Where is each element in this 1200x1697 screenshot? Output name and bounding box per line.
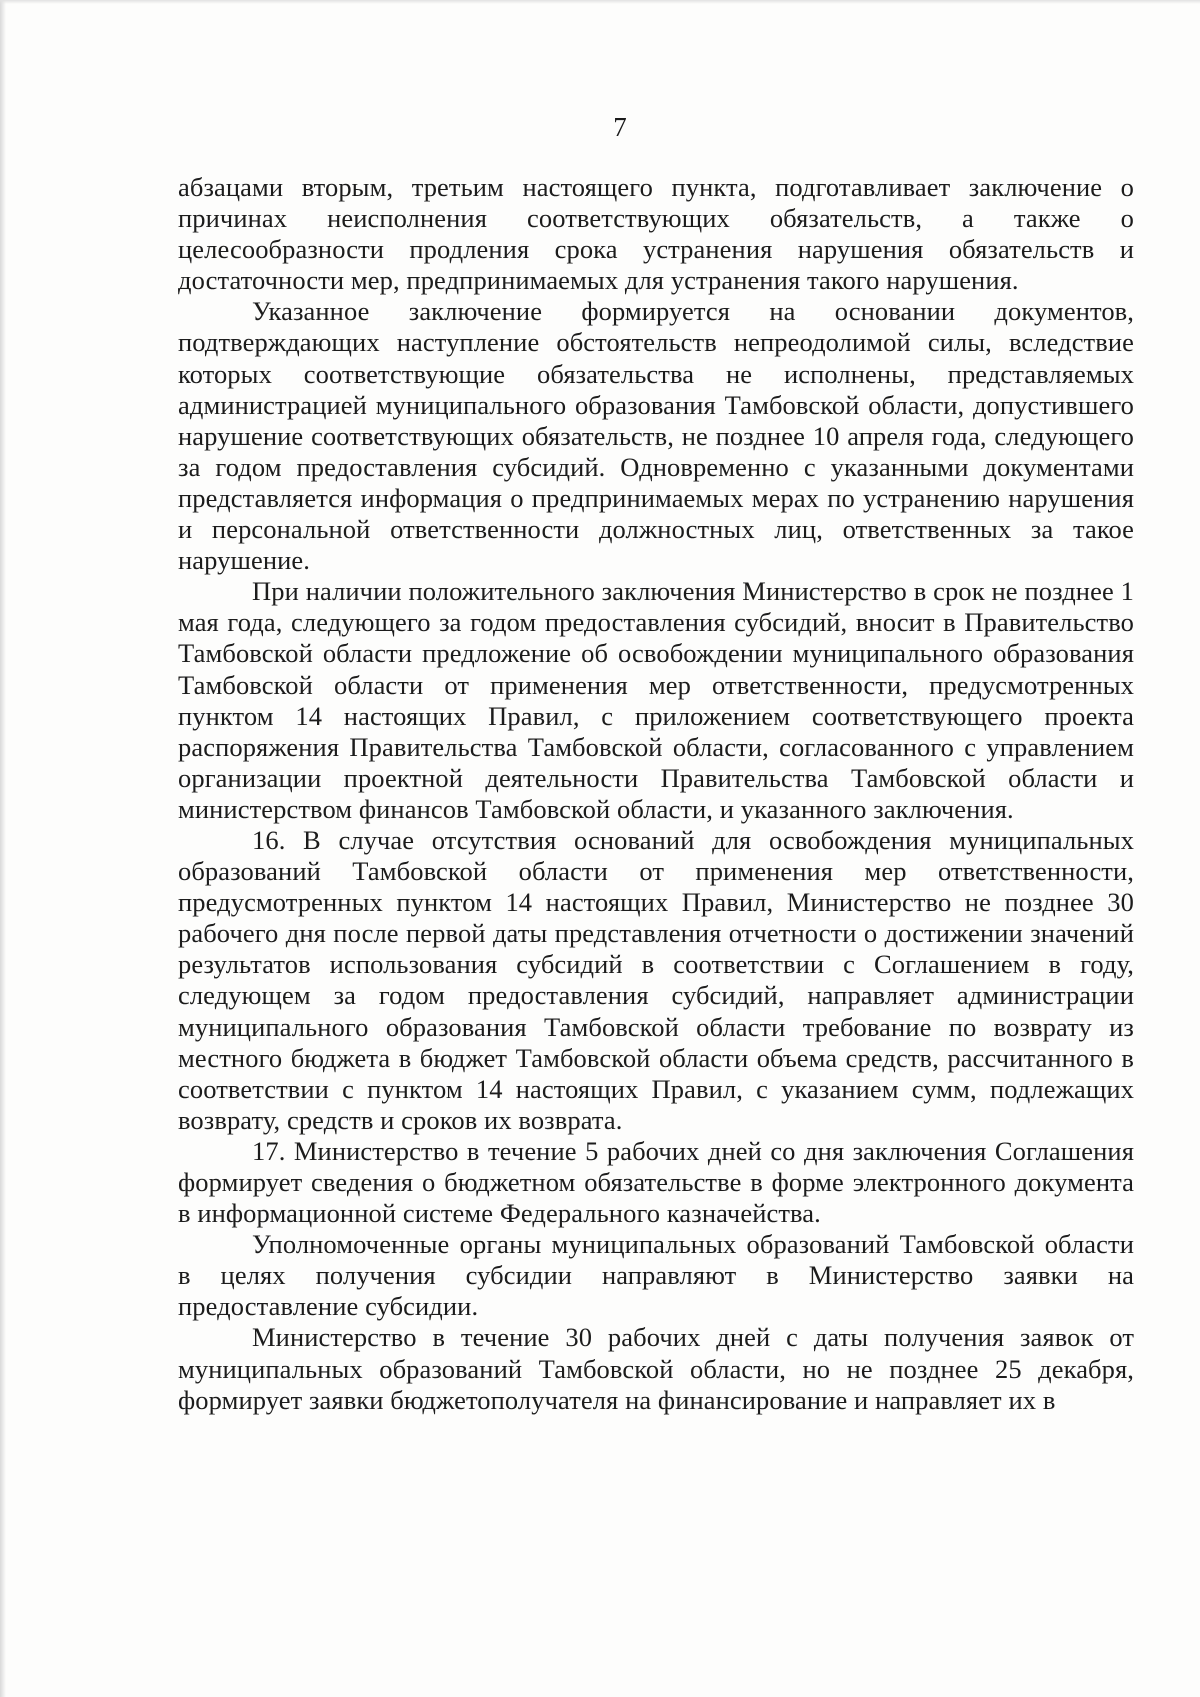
- paragraph-2: Указанное заключение формируется на основании документов, подтверждающих наступление обстоятельств непреодолимой силы, вследствие которых соответствующие обязательства не исполнены, представляемых администрацией муниципального образования Тамбовской области, допустившего нарушение соответствующих обязательств, не позднее 10 апреля года, следующего за годом предоставления субсидий. Одновременно с указанными документами представляется информация о предпринимаемых мерах по устранению нарушения и персональной ответственности должностных лиц, ответственных за такое нарушение.: [178, 296, 1134, 576]
- scan-edge-top: [0, 0, 1200, 4]
- paragraph-3: При наличии положительного заключения Министерство в срок не позднее 1 мая года, следующего за годом предоставления субсидий, вносит в Правительство Тамбовской области предложение об освобождении муниципального образования Тамбовской области от применения мер ответственности, предусмотренных пунктом 14 настоящих Правил, с приложением соответствующего проекта распоряжения Правительства Тамбовской области, согласованного с управлением организации проектной деятельности Правительства Тамбовской области и министерством финансов Тамбовской области, и указанного заключения.: [178, 576, 1134, 824]
- paragraph-18: Уполномоченные органы муниципальных образований Тамбовской области в целях получения субсидии направляют в Министерство заявки на предоставление субсидии.: [178, 1229, 1134, 1322]
- document-body: [178, 172, 1134, 1416]
- paragraph-17: 17. Министерство в течение 5 рабочих дней со дня заключения Соглашения формирует сведения о бюджетном обязательстве в форме электронного документа в информационной системе Федерального казначейства.: [178, 1135, 1134, 1229]
- paragraph-16: 16. В случае отсутствия оснований для освобождения муниципальных образований Тамбовской области от применения мер ответственности, предусмотренных пунктом 14 настоящих Правил, Министерство не позднее 30 рабочего дня после первой даты представления отчетности о достижении значений результатов использования субсидий в соответствии с Соглашением в году, следующем за годом предоставления субсидий, направляет администрации муниципального образования Тамбовской области требование по возврату из местного бюджета в бюджет Тамбовской области объема средств, рассчитанного в соответствии с пунктом 14 настоящих Правил, с указанием сумм, подлежащих возврату, средств и сроков их возврата.: [178, 824, 1134, 1135]
- scan-edge-left: [0, 0, 6, 1697]
- paragraph-1: абзацами вторым, третьим настоящего пункта, подготавливает заключение о причинах неисполнения соответствующих обязательств, а также о целесообразности продления срока устранения нарушения обязательств и достаточности мер, предпринимаемых для устранения такого нарушения.: [178, 172, 1134, 296]
- page-number: 7: [613, 112, 627, 142]
- paragraph-19: Министерство в течение 30 рабочих дней с даты получения заявок от муниципальных образований Тамбовской области, но не позднее 25 декабря, формирует заявки бюджетополучателя на финансирование и направляет их в: [178, 1322, 1134, 1415]
